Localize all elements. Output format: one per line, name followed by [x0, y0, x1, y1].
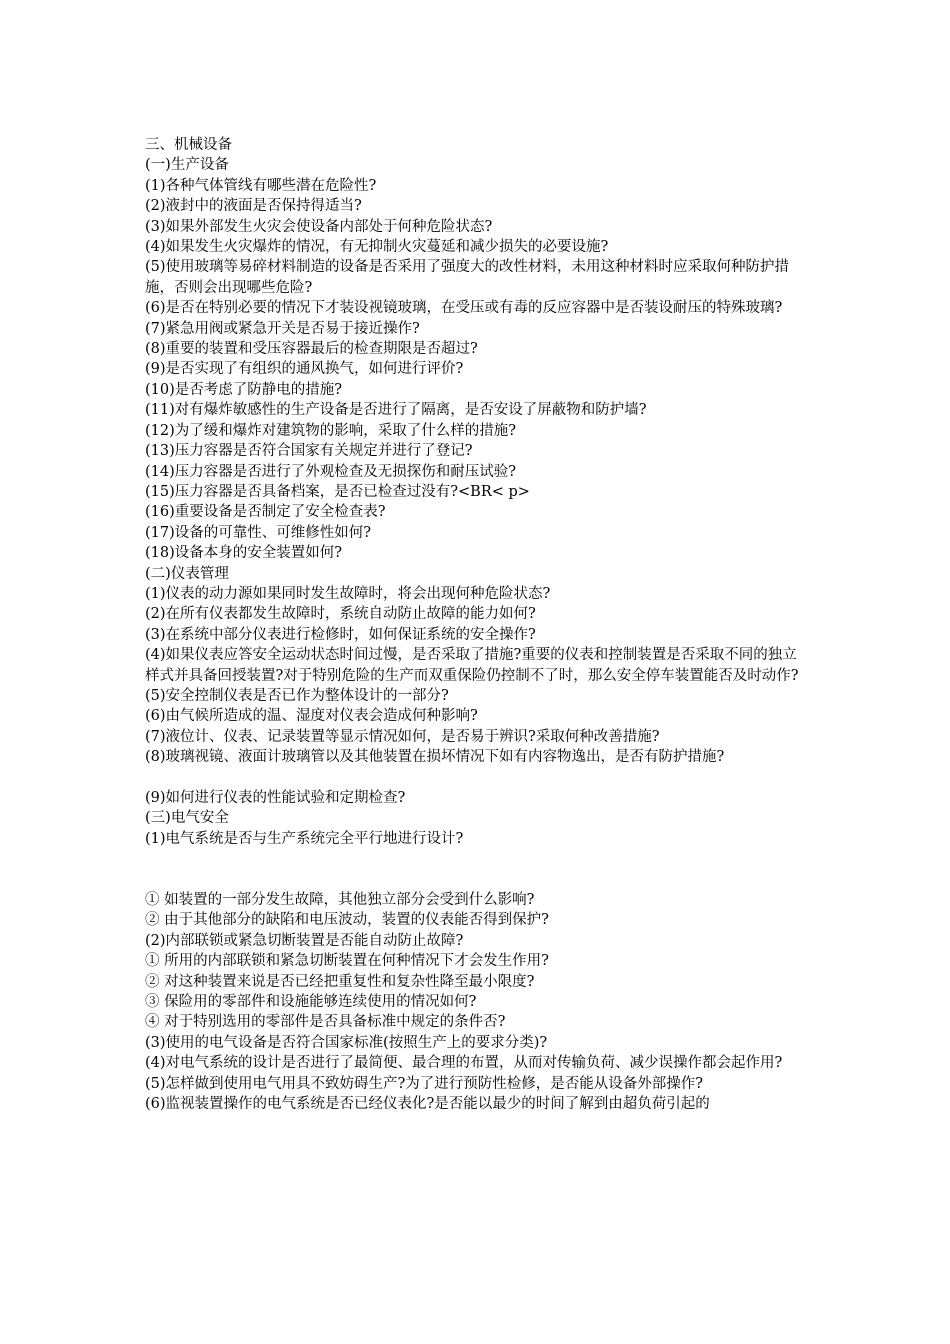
blank-line	[145, 849, 825, 869]
text-line: (3)如果外部发生火灾会使设备内部处于何种危险状态?	[145, 218, 493, 235]
text-line: (4)对电气系统的设计是否进行了最简便、最合理的布置，从而对传输负荷、减少误操作都会起作用?	[145, 1055, 783, 1072]
text-line: (10)是否考虑了防静电的措施?	[145, 381, 343, 398]
text-line: (2)在所有仪表都发生故障时，系统自动防止故障的能力如何?	[145, 606, 536, 623]
text-line: ① 所用的内部联锁和紧急切断装置在何种情况下才会发生作用?	[145, 953, 549, 970]
text-line: (9)是否实现了有组织的通风换气，如何进行评价?	[145, 361, 464, 378]
text-line: (三)电气安全	[145, 810, 229, 827]
text-line: (6)是否在特别必要的情况下才装设视镜玻璃，在受压或有毒的反应容器中是否装设耐压的特殊玻璃?	[145, 300, 783, 317]
text-line: ② 由于其他部分的缺陷和电压波动，装置的仪表能否得到保护?	[145, 912, 549, 929]
text-line: (1)电气系统是否与生产系统完全平行地进行设计?	[145, 830, 464, 847]
text-line: (17)设备的可靠性、可维修性如何?	[145, 524, 372, 541]
text-line: 样式并具备回授装置?对于特别危险的生产而双重保险仍控制不了时，那么安全停车装置能否及时动作?	[145, 667, 799, 684]
text-line: (4)如果发生火灾爆炸的情况，有无抑制火灾蔓延和减少损失的必要设施?	[145, 239, 609, 256]
blank-line	[145, 768, 825, 788]
text-line: (4)如果仪表应答安全运动状态时间过慢，是否采取了措施?重要的仪表和控制装置是否采取不同的独立	[145, 647, 797, 664]
text-line: (11)对有爆炸敏感性的生产设备是否进行了隔离，是否安设了屏蔽物和防护墙?	[145, 402, 647, 419]
text-line: (1)仪表的动力源如果同时发生故障时，将会出现何种危险状态?	[145, 585, 551, 602]
document-body	[145, 135, 825, 1114]
text-line: (2)内部联锁或紧急切断装置是否能自动防止故障?	[145, 932, 464, 949]
text-line: (8)重要的装置和受压容器最后的检查期限是否超过?	[145, 341, 478, 358]
text-line: ③ 保险用的零部件和设施能够连续使用的情况如何?	[145, 994, 477, 1011]
text-line: (7)紧急用阀或紧急开关是否易于接近操作?	[145, 320, 420, 337]
blank-line	[145, 870, 825, 890]
text-line: (3)在系统中部分仪表进行检修时，如何保证系统的安全操作?	[145, 626, 536, 643]
text-line: (7)液位计、仪表、记录装置等显示情况如何，是否易于辨识?采取何种改善措施?	[145, 728, 660, 745]
text-line: (5)安全控制仪表是否已作为整体设计的一部分?	[145, 687, 449, 704]
text-line: (15)压力容器是否具备档案，是否已检查过没有?<BR< p>	[145, 483, 530, 500]
text-line: (1)各种气体管线有哪些潜在危险性?	[145, 177, 377, 194]
text-line: (5)怎样做到使用电气用具不致妨碍生产?为了进行预防性检修，是否能从设备外部操作?	[145, 1075, 704, 1092]
text-line: (6)监视装置操作的电气系统是否已经仪表化?是否能以最少的时间了解到由超负荷引起的	[145, 1096, 710, 1113]
text-line: (13)压力容器是否符合国家有关规定并进行了登记?	[145, 443, 473, 460]
text-line: (14)压力容器是否进行了外观检查及无损探伤和耐压试验?	[145, 463, 517, 480]
text-line: 三、机械设备	[145, 137, 232, 153]
text-line: (3)使用的电气设备是否符合国家标准(按照生产上的要求分类)?	[145, 1034, 548, 1051]
text-line: ④ 对于特别选用的零部件是否具备标准中规定的条件否?	[145, 1014, 506, 1031]
text-line: (2)液封中的液面是否保持得适当?	[145, 198, 362, 215]
text-line: (9)如何进行仪表的性能试验和定期检查?	[145, 789, 406, 806]
text-line: (18)设备本身的安全装置如何?	[145, 545, 343, 562]
text-line: (16)重要设备是否制定了安全检查表?	[145, 504, 386, 521]
text-line: (一)生产设备	[145, 157, 229, 174]
text-line: ① 如装置的一部分发生故障，其他独立部分会受到什么影响?	[145, 891, 535, 908]
text-line: (5)使用玻璃等易碎材料制造的设备是否采用了强度大的改性材料，未用这种材料时应采取何种防护措	[145, 259, 790, 276]
text-line: (6)由气候所造成的温、湿度对仪表会造成何种影响?	[145, 708, 478, 725]
text-line: (12)为了缓和爆炸对建筑物的影响，采取了什么样的措施?	[145, 422, 517, 439]
text-line: (二)仪表管理	[145, 565, 229, 582]
text-line: (8)玻璃视镜、液面计玻璃管以及其他装置在损坏情况下如有内容物逸出，是否有防护措施?	[145, 749, 725, 766]
text-line: 施，否则会出现哪些危险?	[145, 279, 313, 296]
text-line: ② 对这种装置来说是否已经把重复性和复杂性降至最小限度?	[145, 973, 535, 990]
